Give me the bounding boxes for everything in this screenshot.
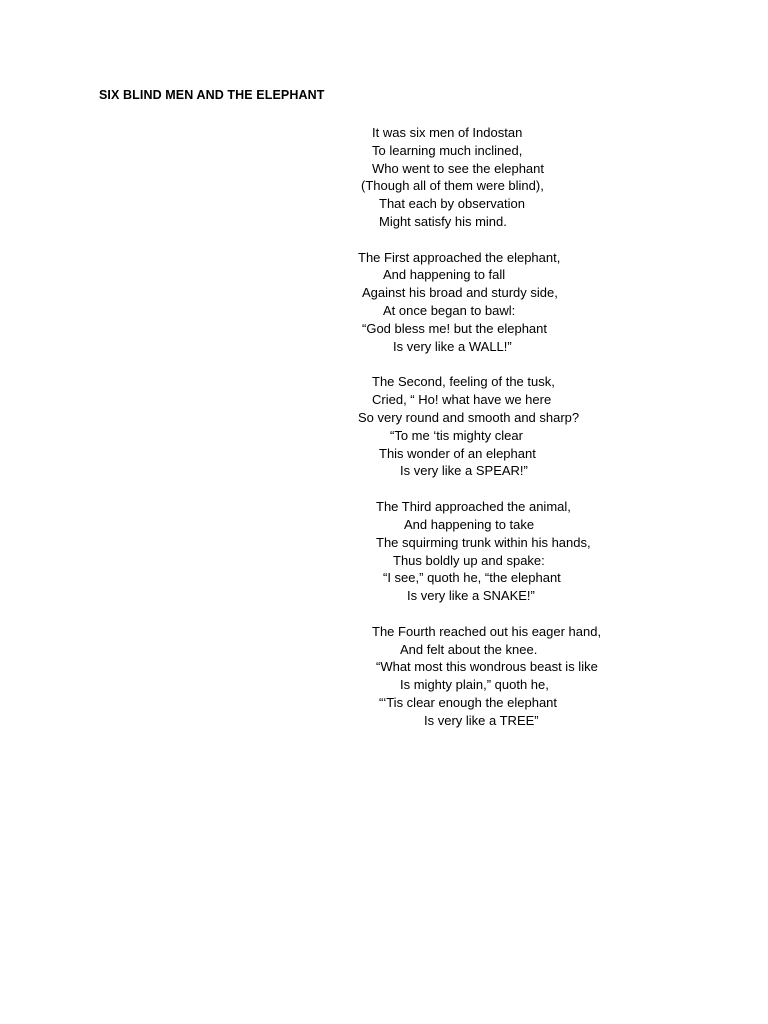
poem-line: This wonder of an elephant [379, 446, 536, 461]
poem-line: The Third approached the animal, [376, 499, 571, 514]
poem-line: The First approached the elephant, [358, 250, 561, 265]
poem-line: Is very like a SPEAR!” [400, 463, 528, 478]
poem-line: The Fourth reached out his eager hand, [372, 624, 602, 639]
poem-line: “I see,” quoth he, “the elephant [383, 570, 561, 585]
poem-line: Is very like a SNAKE!” [407, 588, 535, 603]
poem-line: Might satisfy his mind. [379, 214, 507, 229]
poem-line: Is mighty plain,” quoth he, [400, 677, 549, 692]
poem-line: “‘Tis clear enough the elephant [379, 695, 558, 710]
poem-line: And felt about the knee. [400, 642, 538, 657]
poem-line: To learning much inclined, [372, 143, 523, 158]
poem-line: It was six men of Indostan [372, 125, 523, 140]
poem-line: Against his broad and sturdy side, [362, 285, 558, 300]
poem-line: Is very like a TREE” [424, 713, 539, 728]
poem-line: At once began to bawl: [383, 303, 516, 318]
poem-line: “To me ‘tis mighty clear [390, 428, 523, 443]
poem-line: (Though all of them were blind), [361, 178, 544, 193]
poem-line: “God bless me! but the elephant [362, 321, 548, 336]
poem-line: Is very like a WALL!” [393, 339, 512, 354]
poem-line: And happening to fall [383, 267, 506, 282]
poem-line: The Second, feeling of the tusk, [372, 374, 555, 389]
document-title: SIX BLIND MEN AND THE ELEPHANT [99, 88, 325, 102]
poem-line: So very round and smooth and sharp? [358, 410, 580, 425]
poem-line: That each by observation [379, 196, 525, 211]
poem-line: Thus boldly up and spake: [393, 553, 545, 568]
poem-line: The squirming trunk within his hands, [376, 535, 591, 550]
poem-line: “What most this wondrous beast is like [376, 659, 598, 674]
poem-line: Who went to see the elephant [372, 161, 545, 176]
poem-line: Cried, “ Ho! what have we here [372, 392, 552, 407]
poem-line: And happening to take [404, 517, 535, 532]
